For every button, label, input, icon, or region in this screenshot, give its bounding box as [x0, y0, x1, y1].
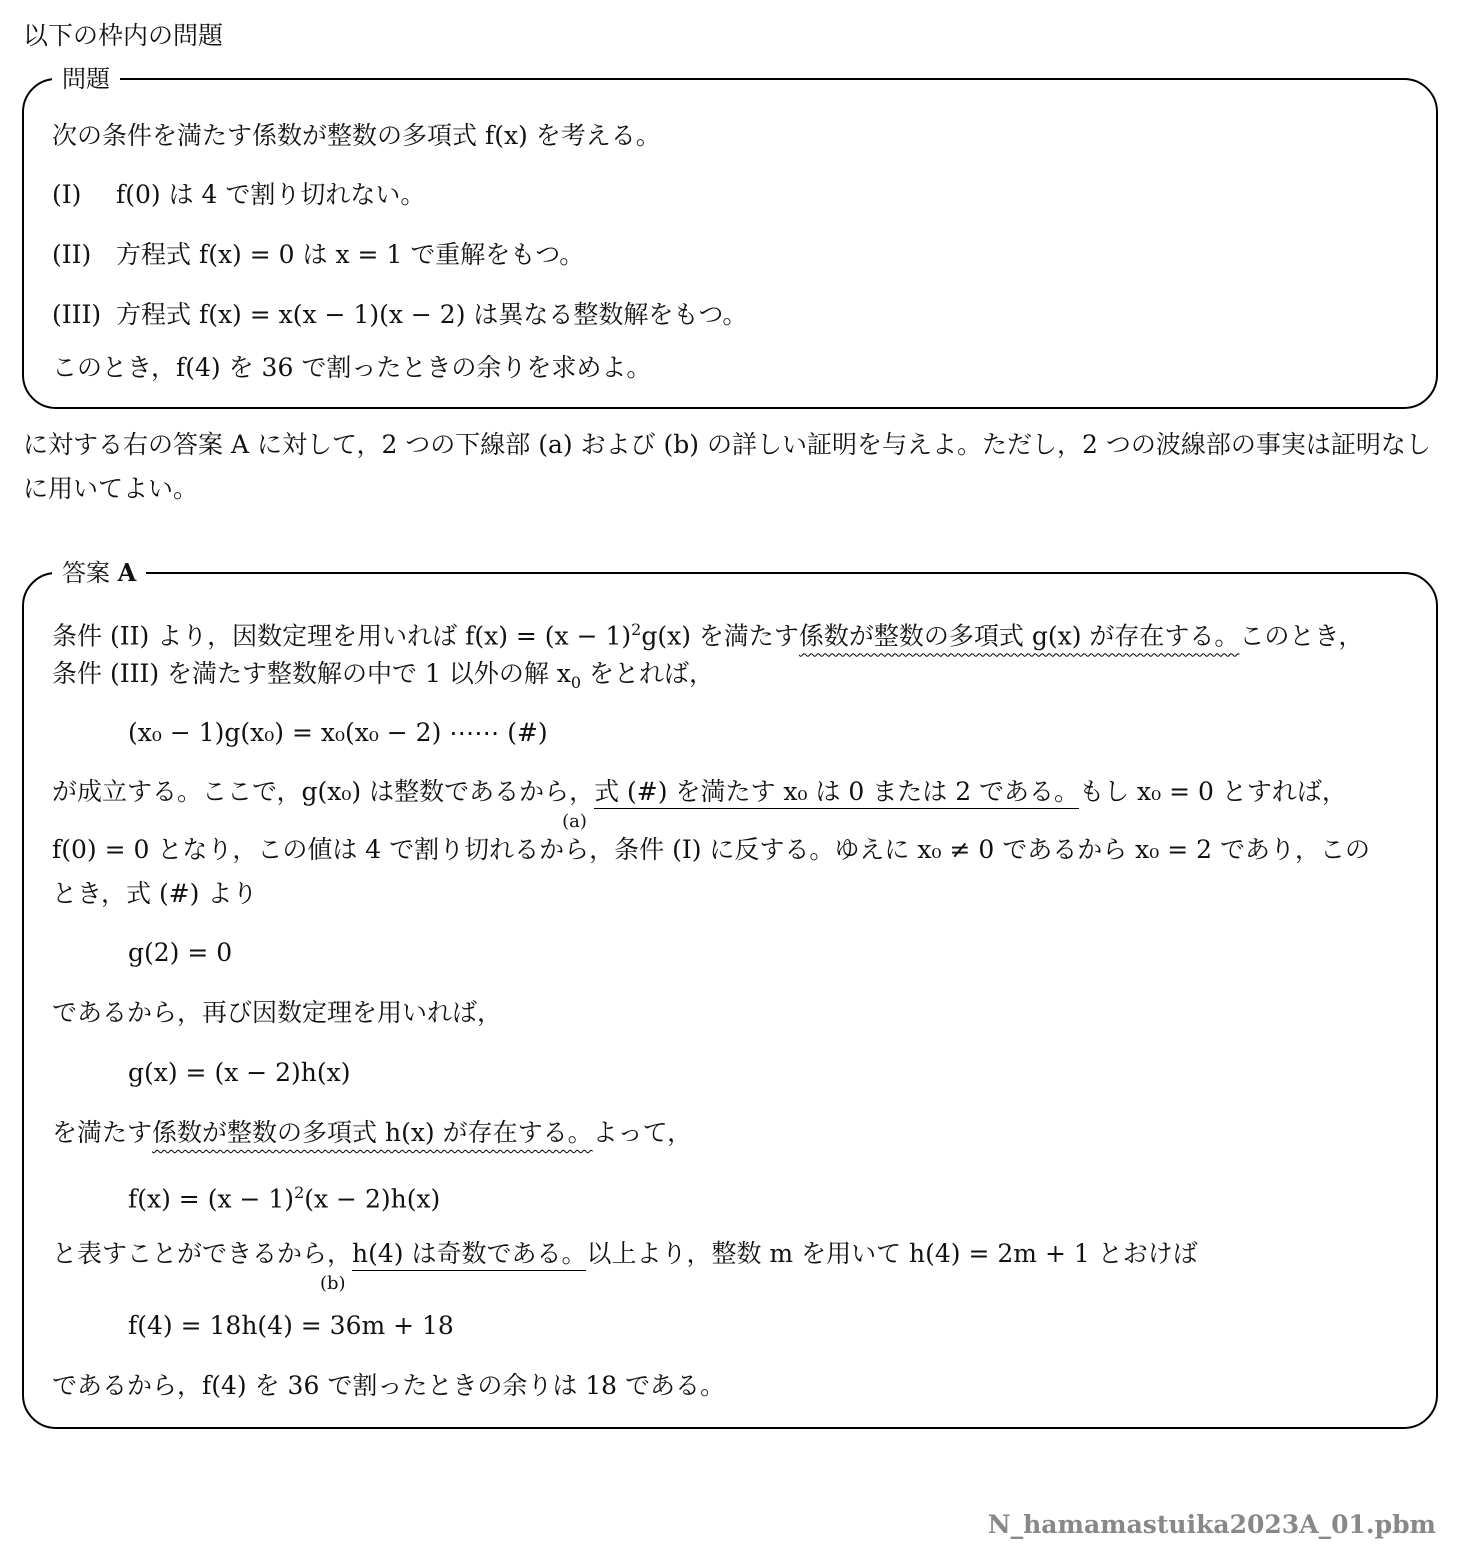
- answer-conclusion: であるから，f(4) を 36 で割ったときの余りは 18 である。: [52, 1371, 726, 1400]
- answer-line-2: [52, 656, 714, 701]
- answer-line-7-a: を満たす: [52, 1118, 153, 1147]
- answer-line-8-b: 以上より，整数 m を用いて h(4) = 2m + 1 とおけば: [586, 1239, 1198, 1268]
- equation-g2: g(2) = 0: [128, 938, 233, 967]
- answer-title-text: 答案: [62, 559, 110, 587]
- answer-title-letter: A: [117, 558, 137, 587]
- wavy-underline-g: 係数が整数の多項式 g(x) が存在する。: [798, 621, 1240, 651]
- equation-gx: g(x) = (x − 2)h(x): [128, 1058, 351, 1087]
- answer-line-7-b: よって，: [592, 1118, 693, 1147]
- answer-line-1-b: g(x) を満たす: [641, 621, 799, 651]
- condition-1-label: (I): [52, 180, 82, 209]
- underline-b-text: h(4) は奇数である。: [352, 1239, 587, 1268]
- condition-3-label: (III): [52, 300, 102, 329]
- underline-a: [562, 776, 1080, 832]
- equation-fx-b: (x − 2)h(x): [304, 1184, 441, 1214]
- problem-box: [22, 65, 1438, 409]
- answer-line-3: [52, 774, 1347, 832]
- answer-line-4: f(0) = 0 となり，この値は 4 で割り切れるから，条件 (I) に反する。ゆえに x₀ ≠ 0 であるから x₀ = 2 であり，この: [52, 835, 1370, 864]
- answer-line-1-sup: 2: [631, 620, 642, 639]
- condition-1-text: f(0) は 4 で割り切れない。: [116, 180, 426, 209]
- equation-f4: f(4) = 18h(4) = 36m + 18: [128, 1311, 454, 1340]
- underline-b-label: (b): [320, 1273, 346, 1294]
- answer-line-1-c: このとき，: [1239, 621, 1364, 651]
- answer-title: [52, 554, 146, 592]
- answer-line-5: とき，式 (#) より: [52, 879, 258, 908]
- equation-hash: (x₀ − 1)g(x₀) = x₀(x₀ − 2) ⋯⋯ (#): [128, 718, 548, 747]
- wavy-underline-h: 係数が整数の多項式 h(x) が存在する。: [152, 1118, 593, 1147]
- answer-line-1: [52, 612, 1363, 654]
- problem-lead: 次の条件を満たす係数が整数の多項式 f(x) を考える。: [52, 121, 661, 150]
- problem-question: このとき，f(4) を 36 で割ったときの余りを求めよ。: [52, 353, 652, 382]
- answer-line-7: [52, 1115, 692, 1151]
- answer-line-6: であるから，再び因数定理を用いれば，: [52, 998, 503, 1027]
- answer-line-3-a: が成立する。ここで，g(x₀) は整数であるから，: [52, 777, 595, 806]
- underline-a-text: 式 (#) を満たす x₀ は 0 または 2 である。: [594, 777, 1080, 806]
- instruction-text: に対する右の答案 A に対して，2 つの下線部 (a) および (b) の詳しい証明を与えよ。ただし，2 つの波線部の事実は証明なしに用いてよい。: [23, 430, 1431, 503]
- answer-line-1-a: 条件 (II) より，因数定理を用いれば f(x) = (x − 1): [52, 621, 632, 651]
- answer-line-3-b: もし x₀ = 0 とすれば，: [1079, 777, 1347, 806]
- equation-fx-sup: 2: [294, 1183, 305, 1202]
- answer-line-2-b: をとれば，: [581, 659, 715, 688]
- answer-box: [22, 558, 1438, 1429]
- file-label: N_hamamastuika2023A_01.pbm: [987, 1510, 1436, 1539]
- condition-3-text: 方程式 f(x) = x(x − 1)(x − 2) は異なる整数解をもつ。: [116, 300, 748, 329]
- underline-a-label: (a): [562, 811, 587, 832]
- condition-1: [52, 177, 425, 213]
- condition-3: [52, 297, 747, 333]
- answer-line-8: [52, 1236, 1198, 1294]
- condition-2: [52, 237, 584, 273]
- answer-line-2-sub: 0: [570, 673, 582, 692]
- equation-fx: [128, 1175, 440, 1217]
- problem-title: 問題: [52, 60, 120, 98]
- answer-line-2-a: 条件 (III) を満たす整数解の中で 1 以外の解 x: [52, 659, 571, 688]
- condition-2-label: (II): [52, 240, 92, 269]
- condition-2-text: 方程式 f(x) = 0 は x = 1 で重解をもつ。: [116, 240, 585, 269]
- equation-fx-a: f(x) = (x − 1): [128, 1184, 295, 1214]
- intro-text: 以下の枠内の問題: [23, 21, 224, 50]
- underline-b: [320, 1238, 587, 1294]
- answer-line-8-a: と表すことができるから，: [52, 1239, 353, 1268]
